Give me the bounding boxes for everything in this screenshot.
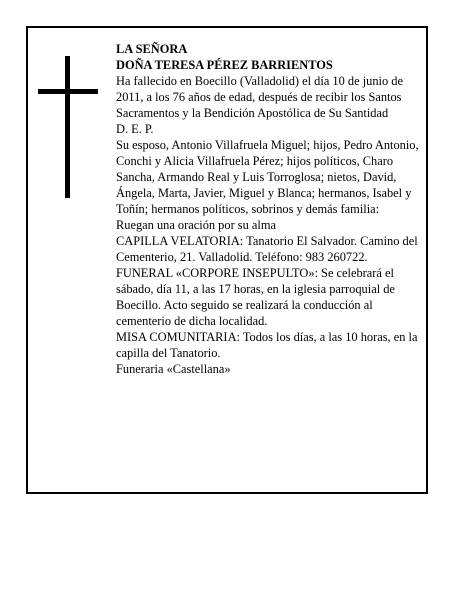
funeral-home: Funeraria «Castellana»	[116, 362, 231, 376]
wake-chapel-info: CAPILLA VELATORIA: Tanatorio El Salvador. Camino del Cementerio, 21. Valladolid. Teléfono: 983 260722.	[116, 234, 418, 264]
deceased-name: DOÑA TERESA PÉREZ BARRIENTOS	[116, 58, 333, 72]
funeral-info: FUNERAL «CORPORE INSEPULTO»: Se celebrará el sábado, día 11, a las 17 horas, en la iglesia parroquial de Boecillo. Acto seguido se realizará la conducción al cementerio de dicha localidad.	[116, 266, 395, 328]
rip-line: D. E. P.	[116, 122, 154, 136]
cross-horizontal-bar	[38, 89, 98, 94]
notice-title: LA SEÑORA	[116, 42, 188, 56]
family-list: Su esposo, Antonio Villafruela Miguel; hijos, Pedro Antonio, Conchi y Alicia Villafruela Pérez; hijos políticos, Charo Sancha, Armando Real y Luis Torroglosa; nietos, David, Ángela, Marta, Javier, Miguel y Blanca; hermanos, Isabel y Toñín; hermanos políticos, sobrinos y demás familia:	[116, 138, 419, 216]
cross-vertical-bar	[65, 56, 70, 198]
cross-icon	[38, 56, 98, 198]
prayer-request: Ruegan una oración por su alma	[116, 218, 276, 232]
obituary-notice	[26, 26, 428, 494]
obituary-text	[116, 41, 426, 377]
mass-info: MISA COMUNITARIA: Todos los días, a las 10 horas, en la capilla del Tanatorio.	[116, 330, 418, 360]
death-announcement: Ha fallecido en Boecillo (Valladolid) el día 10 de junio de 2011, a los 76 años de edad, después de recibir los Santos Sacramentos y la Bendición Apostólica de Su Santidad	[116, 74, 403, 120]
